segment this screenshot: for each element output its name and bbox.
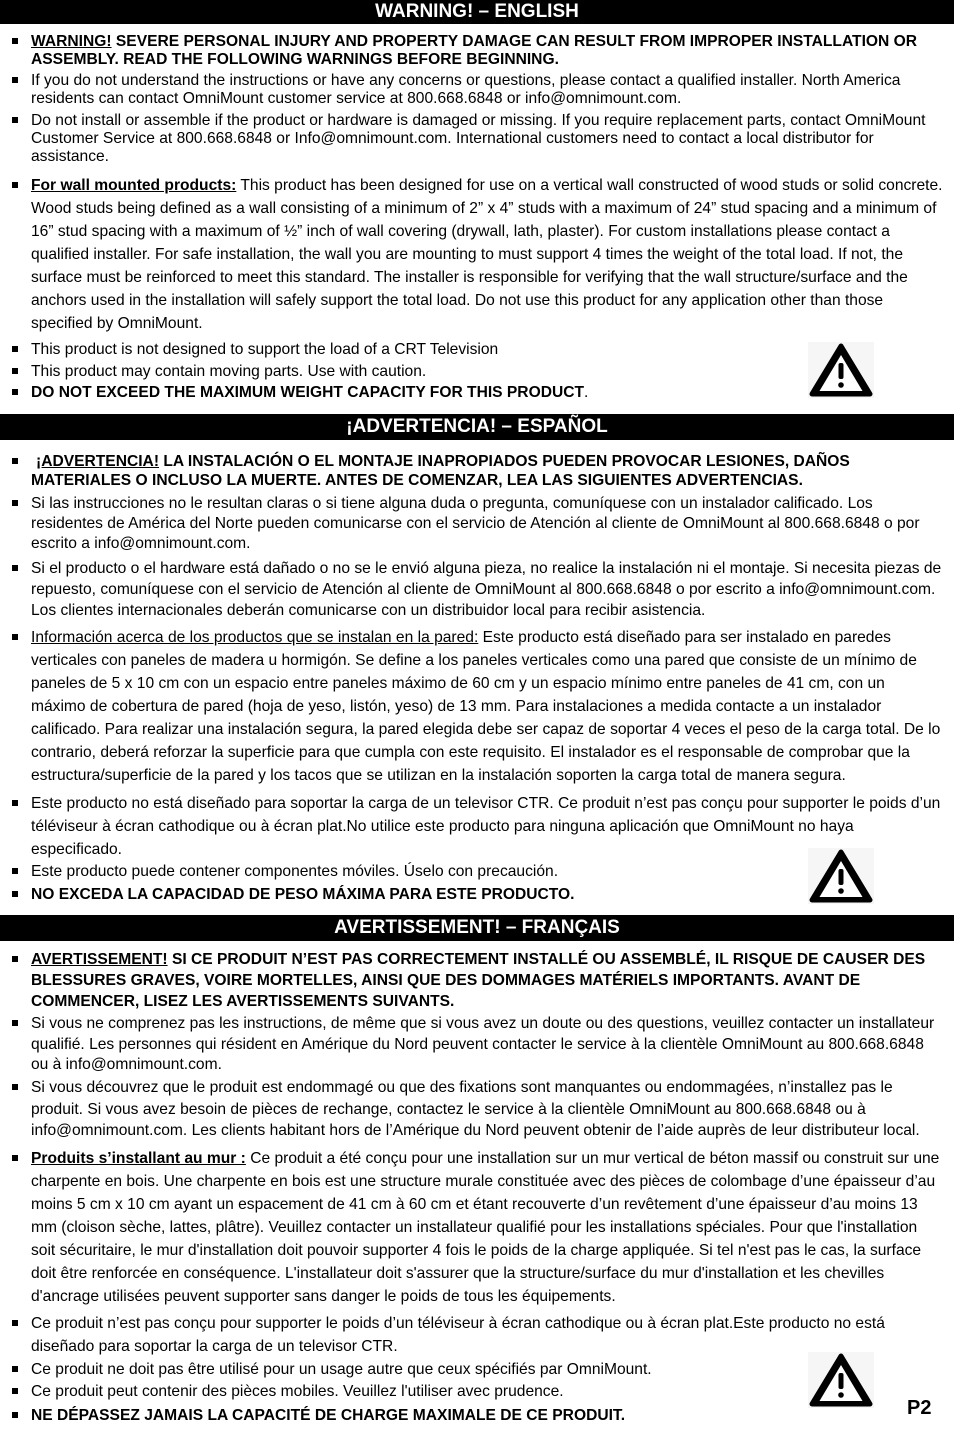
warning-triangle-icon [808,1352,874,1408]
item-text: Do not install or assemble if the product or hardware is damaged or missing. If you require replacement parts, contact OmniMount Customer Service at 800.668.6848 or Info@omnimount.com. International customers need to contact a local distributor for assistance. [31,112,926,165]
warning-item [31,452,943,490]
item-lead: For wall mounted products: [31,177,237,194]
warning-item [31,33,943,69]
warning-item [31,1014,943,1076]
warning-item [31,792,943,861]
item-text: DO NOT EXCEED THE MAXIMUM WEIGHT CAPACITY FOR THIS PRODUCT [31,384,585,401]
section-header-spanish: ¡ADVERTENCIA! – ESPAÑOL [0,414,954,440]
item-text: Si vous découvrez que le produit est endommagé ou que des fixations sont manquantes ou endommagées, n’installez pas le produit. Si vous avez besoin de pièces de rechange, contactez le service à la clientèle OmniMount au 800.668.6848 ou à info@omnimount.com. Les clients habitant hors de l’Amérique du Nord peuvent obtenir de l’aide auprès de leur distributeur local. [31,1079,920,1139]
item-text: This product may contain moving parts. Use with caution. [31,363,427,380]
warning-item [31,1382,943,1402]
warning-item [31,1077,943,1142]
item-lead: WARNING! [31,33,112,50]
warning-item [31,862,943,882]
item-text: NE DÉPASSEZ JAMAIS LA CAPACITÉ DE CHARGE MAXIMALE DE CE PRODUIT. [31,1407,626,1424]
item-lead: AVERTISSEMENT! [31,951,168,968]
item-lead: Produits s’installant au mur : [31,1150,246,1167]
warning-item [31,1360,943,1380]
warning-item [31,1406,943,1426]
item-text: Este producto puede contener componentes móviles. Úselo con precaución. [31,863,559,880]
warning-item [31,626,943,787]
item-text: Si las instrucciones no le resultan claras o si tiene alguna duda o pregunta, comuníquese con un instalador calificado. Los residentes de América del Norte pueden comunicarse con el servicio de Atención al cliente de OmniMount al 800.668.6848 o por escrito a info@omnimount.com. [31,495,920,552]
warning-item [31,174,943,335]
item-text: Ce produit ne doit pas être utilisé pour un usage autre que ceux spécifiés par OmniMount. [31,1361,652,1378]
item-text: NO EXCEDA LA CAPACIDAD DE PESO MÁXIMA PARA ESTE PRODUCTO. [31,886,575,903]
warning-item [31,363,943,381]
warning-item [31,72,943,108]
warning-item [31,112,943,166]
item-text: Si vous ne comprenez pas les instructions, de même que si vous avez un doute ou des questions, veuillez contacter un installateur qualifié. Les personnes qui résident en Amérique du Nord peuvent contacter le service à la clientèle OmniMount au 800.668.6848 ou à info@omnimount.com. [31,1015,935,1073]
item-lead: ¡ADVERTENCIA! [36,453,160,470]
warning-item [31,949,943,1012]
page-number: P2 [907,1397,932,1419]
item-text: LA INSTALACIÓN O EL MONTAJE INAPROPIADOS PUEDEN PROVOCAR LESIONES, DAÑOS MATERIALES O INCLUSO LA MUERTE. ANTES DE COMENZAR, LEA LAS SIGUIENTES ADVERTENCIAS. [31,453,850,489]
warning-item [31,341,943,359]
item-text: SEVERE PERSONAL INJURY AND PROPERTY DAMAGE CAN RESULT FROM IMPROPER INSTALLATION OR ASSEMBLY. READ THE FOLLOWING WARNINGS BEFORE BEGINNING. [31,33,918,68]
item-lead: Información acerca de los productos que se instalan en la pared: [31,629,479,646]
item-text: Este producto no está diseñado para soportar la carga de un televisor CTR. Ce produit n’est pas conçu pour supporter le poids d’un téléviseur à écran cathodique ou à écran plat.No utilice este producto para ninguna aplicación que OmniMount no haya especificado. [31,795,941,858]
item-text: This product has been designed for use on a vertical wall constructed of wood studs or solid concrete. Wood studs being defined as a wall consisting of a minimum of 2” x 4” studs with a maximum of 24” stud spacing and a minimum of 16” stud spacing with a maximum of ½” inch of wall covering (drywall, lath, plaster). For custom installations please contact a qualified installer. For safe installation, the wall you are mounting to must support 4 times the weight of the total load. If not, the surface must be reinforced to meet this standard. The installer is responsible for verifying that the wall structure/surface and the anchors used in the installation will safely support the total load. Do not use this product for any application other than those specified by OmniMount. [31,177,943,332]
warning-item [31,384,943,402]
warning-triangle-icon [808,342,874,398]
item-text: This product is not designed to support the load of a CRT Television [31,341,499,358]
warning-item [31,885,943,905]
warning-triangle-icon [808,848,874,904]
item-text: Este producto está diseñado para ser instalado en paredes verticales con paneles de madera u hormigón. Se define a los paneles verticales como una pared que consiste de un mínimo de paneles de 5 x 10 cm con un espacio entre paneles máximo de 60 cm y un espacio mínimo entre paneles de 41 cm, con un máximo de cobertura de pared (hoja de yeso, listón, yeso) de 13 mm. Para instalaciones a medida contacte a un instalador calificado. Para realizar una instalación segura, la pared elegida debe ser capaz de soportar 4 veces el peso de la carga total. De lo contrario, deberá reforzar la superficie para que cumpla con este requisito. El instalador es el responsable de comprobar que la estructura/superficie de la pared y los tacos que se utilizan en la instalación soporten la carga total de manera segura. [31,629,941,784]
warning-item [31,1312,943,1358]
item-text: Ce produit peut contenir des pièces mobiles. Veuillez l'utiliser avec prudence. [31,1383,564,1400]
item-text: Ce produit n’est pas conçu pour supporter le poids d’un téléviseur à écran cathodique ou à écran plat.Este producto no está diseñado para soportar la carga de un televisor CTR. [31,1315,885,1355]
warning-item [31,558,943,621]
section-header-french: AVERTISSEMENT! – FRANÇAIS [0,915,954,941]
section-header-english: WARNING! – ENGLISH [0,0,954,24]
item-text: Si el producto o el hardware está dañado o no se le envió alguna pieza, no realice la instalación ni el montaje. Si necesita piezas de repuesto, comuníquese con el servicio de Atención al cliente de OmniMount al 800.668.6848 o por escrito a info@omnimount.com. Los clientes internacionales deberán comunicarse con un distribuidor local para recibir asistencia. [31,560,942,619]
warning-item [31,494,943,554]
item-text: If you do not understand the instructions or have any concerns or questions, please contact a qualified installer. North America residents can contact OmniMount customer service at 800.668.6848 or info@omnimount.com. [31,72,901,107]
item-text-tail: . [584,384,589,401]
warning-item [31,1147,943,1308]
item-text: SI CE PRODUIT N’EST PAS CORRECTEMENT INSTALLÉ OU ASSEMBLÉ, IL RISQUE DE CAUSER DES BLESSURES GRAVES, VOIRE MORTELLES, AINSI QUE DES DOMMAGES MATÉRIELS IMPORTANTS. AVANT DE COMMENCER, LISEZ LES AVERTISSEMENTS SUIVANTS. [31,951,926,1010]
item-text: Ce produit a été conçu pour une installation sur un mur vertical de béton massif ou construit sur une charpente en bois. Une charpente en bois est une structure murale constituée avec des pièces de colombage d’une épaisseur d’au moins 5 cm x 10 cm ayant un espacement de 41 cm à 60 cm et étant recouverte d’un revêtement d’une épaisseur d’au moins 13 mm (cloison sèche, lattes, plâtre). Veuillez contacter un installateur qualifié pour les installations spéciales. Pour que l'installation soit sécuritaire, le mur d'installation doit pouvoir supporter 4 fois le poids de la charge appliquée. Si tel n'est pas le cas, la surface doit être renforcée en conséquence. L'installateur doit s'assurer que la structure/surface du mur d'installation et les chevilles d'ancrage utilisées peuvent supporter sans danger le poids de tous les équipements. [31,1150,940,1305]
